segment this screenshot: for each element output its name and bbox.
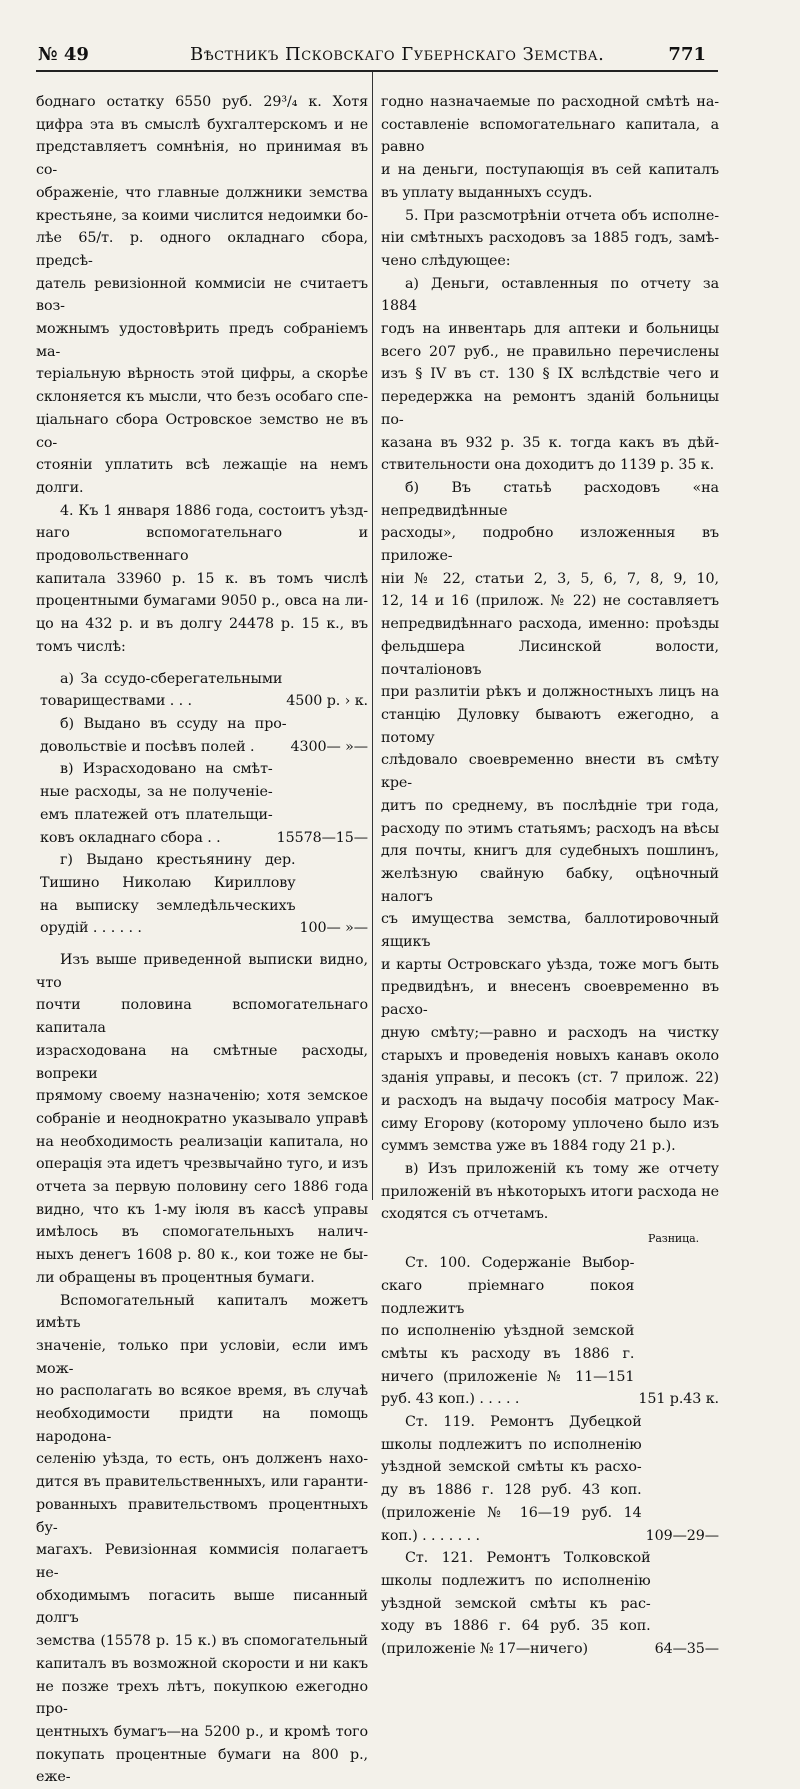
text-line: годно назначаемые по расходной смѣтѣ на-: [381, 94, 719, 110]
column-divider: [372, 72, 373, 1200]
text-line: можнымъ удостовѣрить предъ собраніемъ ма-: [36, 321, 368, 360]
text-line: а) Деньги, оставленныя по отчету за 1884: [381, 275, 719, 315]
text-line: датель ревизіонной коммисіи не считаетъ воз-: [36, 275, 368, 315]
text-line: чено слѣдующее:: [381, 252, 511, 269]
text-line: довольствіе и посѣвъ полей .: [40, 738, 255, 755]
text-line: Ст. 121. Ремонтъ Толковской: [405, 1550, 651, 1567]
text-line: дную смѣту;—равно и расходъ на чистку: [381, 1024, 719, 1041]
paragraph: [36, 500, 368, 659]
paragraph: [36, 1290, 368, 1789]
ledger-item: [381, 1411, 719, 1547]
text-line: суммъ земства уже въ 1884 году 21 р.).: [381, 1138, 676, 1155]
text-line: Вспомогательный капиталъ можетъ имѣть: [36, 1292, 368, 1332]
text-line: при разлитіи рѣкъ и должностныхъ лицъ на: [381, 684, 719, 701]
text-line: Ст. 100. Содержаніе Выбор-: [405, 1255, 635, 1272]
text-line: годъ на инвентарь для аптеки и больницы: [381, 321, 719, 338]
text-line: отчета за первую половину сего 1886 года: [36, 1179, 368, 1196]
text-line: ные расходы, за не полученіе-: [40, 784, 273, 801]
text-line: слѣдовало своевременно внести въ смѣту кре-: [381, 752, 719, 792]
text-line: Ст. 119. Ремонтъ Дубецкой: [405, 1414, 642, 1431]
ledger-amount: 4300— »—: [290, 738, 368, 755]
text-line: зданія управы, и песокъ (ст. 7 прилож. 22): [381, 1070, 719, 1087]
text-line: наго вспомогательнаго и продовольственнаго: [36, 525, 368, 565]
text-line: селенію уѣзда, то есть, онъ долженъ нахо-: [36, 1451, 368, 1468]
text-line: операція эта идетъ чрезвычайно туго, и изъ: [36, 1156, 368, 1173]
text-line: но располагать во всякое время, въ случаѣ: [36, 1383, 368, 1400]
text-line: обходимымъ погасить выше писанный долгъ: [36, 1587, 368, 1627]
text-line: ображеніе, что главные должники земства: [36, 184, 368, 201]
text-line: и расходъ на выдачу пособія матросу Мак-: [381, 1092, 719, 1109]
text-line: необходимости придти на помощь народона-: [36, 1406, 368, 1445]
text-line: ничего (приложеніе № 11—151: [381, 1368, 635, 1385]
text-line: центныхъ бумагъ—на 5200 р., и кромѣ того: [36, 1723, 368, 1740]
text-line: уѣздной земской смѣты къ рас-: [381, 1595, 651, 1612]
text-line: цифра эта въ смыслѣ бухгалтерскомъ и не: [36, 116, 368, 133]
text-line: томъ числѣ:: [36, 638, 126, 655]
text-line: 4. Къ 1 января 1886 года, состоитъ уѣзд-: [60, 502, 368, 519]
text-line: (приложеніе № 16—19 руб. 14: [381, 1504, 642, 1521]
text-line: съ имущества земства, баллотировочный ящикъ: [381, 911, 719, 951]
left-column: [36, 91, 368, 1789]
text-line: земства (15578 р. 15 к.) въ спомогательный: [36, 1633, 368, 1650]
text-line: старыхъ и проведенія новыхъ канавъ около: [381, 1047, 719, 1064]
text-line: ныхъ денегъ 1608 р. 80 к., кои тоже не бы-: [36, 1247, 368, 1264]
text-line: на выписку земледѣльческихъ: [40, 897, 296, 914]
text-line: теріальную вѣрность этой цифры, а скорѣе: [36, 366, 368, 383]
text-line: непредвидѣннаго расхода, именно: проѣзды: [381, 616, 719, 633]
ledger-item-text: [36, 713, 287, 758]
paragraph: [381, 91, 719, 205]
text-line: боднаго остатку 6550 руб. 29³/₄ к. Хотя: [36, 94, 368, 110]
ledger-amount: 15578—15—: [276, 829, 368, 846]
text-line: а) За ссудо-сберегательными: [60, 670, 283, 687]
ledger-item: [381, 1252, 719, 1411]
ledger-item-text: [36, 758, 273, 849]
text-line: желѣзную свайную бабку, оцѣночный налогъ: [381, 865, 719, 905]
text-line: крестьяне, за коими числится недоимки бо-: [36, 207, 368, 224]
text-line: склоняется къ мысли, что безъ особаго спе-: [36, 389, 368, 406]
ledger-item-text: [381, 1547, 651, 1661]
ledger-item: [36, 758, 368, 849]
text-line: б) Выдано въ ссуду на про-: [60, 715, 287, 732]
ledger-list: [381, 1252, 719, 1661]
text-line: приложеній въ нѣкоторыхъ итоги расхода не: [381, 1183, 719, 1200]
ledger-item-text: [36, 849, 296, 940]
text-line: симу Егорову (которому уплочено было изъ: [381, 1115, 719, 1132]
text-line: представляетъ сомнѣнія, но принимая въ со-: [36, 139, 368, 179]
issue-number: № 49: [38, 44, 89, 65]
paragraph: [36, 91, 368, 500]
text-line: процентными бумагами 9050 р., овса на ли-: [36, 593, 368, 610]
text-line: ходу въ 1886 г. 64 руб. 35 коп.: [381, 1618, 651, 1635]
text-line: почти половина вспомогательнаго капитала: [36, 997, 368, 1037]
text-line: ніи № 22, статьи 2, 3, 5, 6, 7, 8, 9, 10,: [381, 570, 719, 587]
text-line: стояніи уплатить всѣ лежащіе на немъ долги.: [36, 457, 368, 496]
text-line: цо на 432 р. и въ долгу 24478 р. 15 к., въ: [36, 616, 368, 633]
paragraph: [381, 273, 719, 477]
text-line: ціальнаго сбора Островское земство не въ со-: [36, 411, 368, 451]
text-line: имѣлось въ спомогательныхъ налич-: [36, 1224, 368, 1241]
text-line: ли обращены въ процентныя бумаги.: [36, 1269, 315, 1286]
ledger-item-text: [36, 668, 282, 713]
text-line: капиталъ въ возможной скорости и ни какъ: [36, 1655, 368, 1672]
text-line: дится въ правительственныхъ, или гаранти-: [36, 1474, 368, 1491]
text-line: товариществами . . .: [40, 693, 192, 710]
right-column: [381, 91, 719, 1661]
paragraph: [381, 477, 719, 1158]
text-line: скаго пріемнаго покоя подлежитъ: [381, 1277, 635, 1317]
text-line: покупать процентные бумаги на 800 р., еже-: [36, 1746, 368, 1786]
text-line: фельдшера Лисинской волости, почталіоновъ: [381, 638, 719, 678]
text-line: Тишино Николаю Кириллову: [40, 874, 296, 891]
text-line: (приложеніе № 17—ничего): [381, 1641, 589, 1658]
ledger-amount: 151 р.43 к.: [638, 1391, 719, 1408]
text-line: 5. При разсмотрѣніи отчета объ исполне-: [405, 207, 719, 224]
text-line: емъ платежей отъ плательщи-: [40, 806, 273, 823]
text-line: дитъ по среднему, въ послѣдніе три года,: [381, 797, 719, 814]
text-line: 12, 14 и 16 (прилож. № 22) не составляетъ: [381, 593, 719, 610]
text-line: на необходимость реализаціи капитала, но: [36, 1133, 368, 1150]
paragraph: [36, 949, 368, 1290]
journal-title: Вѣстникъ Псковскаго Губернскаго Земства.: [190, 44, 605, 65]
text-line: станцію Дуловку бываютъ ежегодно, а потому: [381, 706, 719, 746]
text-line: ніи смѣтныхъ расходовъ за 1885 годъ, замѣ-: [381, 230, 719, 247]
text-line: руб. 43 коп.) . . . . .: [381, 1391, 520, 1408]
page-header: [38, 44, 706, 70]
header-rule: [36, 70, 718, 72]
text-line: лѣе 65/т. р. одного окладнаго сбора, предсѣ-: [36, 230, 368, 269]
text-line: передержка на ремонтъ зданій больницы по-: [381, 389, 719, 428]
ledger-item: [36, 713, 368, 758]
text-line: казана въ 932 р. 35 к. тогда какъ въ дѣй-: [381, 434, 719, 451]
text-line: предвидѣнъ, и внесенъ своевременно въ расхо-: [381, 979, 719, 1019]
text-line: школы подлежитъ по исполненію: [381, 1436, 642, 1453]
difference-label: Разница.: [648, 1232, 699, 1246]
text-line: для почты, книгъ для судебныхъ пошлинъ,: [381, 843, 719, 860]
ledger-item-text: [381, 1252, 634, 1411]
text-line: г) Выдано крестьянину дер.: [60, 852, 296, 869]
text-line: собраніе и неоднократно указывало управѣ: [36, 1110, 368, 1127]
text-line: б) Въ статьѣ расходовъ «на непредвидѣнные: [381, 479, 719, 519]
text-line: сходятся съ отчетамъ.: [381, 1206, 549, 1223]
text-line: составленіе вспомогательнаго капитала, а равно: [381, 116, 719, 156]
text-line: школы подлежитъ по исполненію: [381, 1573, 651, 1589]
text-line: видно, что къ 1-му іюля въ кассѣ управы: [36, 1201, 368, 1218]
text-line: Изъ выше приведенной выписки видно, что: [36, 952, 368, 991]
text-line: орудій . . . . . .: [40, 920, 142, 937]
text-line: в) Израсходовано на смѣт-: [60, 761, 273, 778]
text-line: магахъ. Ревизіонная коммисія полагаетъ не-: [36, 1542, 368, 1581]
text-line: значеніе, только при условіи, если имъ мож-: [36, 1337, 368, 1377]
paragraph: [381, 205, 719, 273]
text-line: рованныхъ правительствомъ процентныхъ бу-: [36, 1496, 368, 1536]
text-line: прямому своему назначенію; хотя земское: [36, 1088, 368, 1105]
text-line: капитала 33960 р. 15 к. въ томъ числѣ: [36, 570, 368, 587]
text-line: расходы», подробно изложенныя въ приложе-: [381, 525, 719, 565]
text-line: въ уплату выданныхъ ссудъ.: [381, 184, 593, 201]
text-line: смѣты къ расходу въ 1886 г.: [381, 1345, 635, 1362]
ledger-list: [36, 668, 368, 940]
page-number: 771: [668, 44, 706, 65]
ledger-amount: 4500 р. › к.: [286, 693, 368, 710]
text-line: в) Изъ приложеній къ тому же отчету: [405, 1161, 719, 1178]
text-line: по исполненію уѣздной земской: [381, 1323, 635, 1340]
paragraph: [381, 1158, 719, 1226]
text-line: ду въ 1886 г. 128 руб. 43 коп.: [381, 1482, 642, 1499]
text-line: расходу по этимъ статьямъ; расходъ на вѣсы: [381, 820, 719, 837]
ledger-item: [36, 849, 368, 940]
text-line: не позже трехъ лѣтъ, покупкою ежегодно про-: [36, 1678, 368, 1718]
text-line: всего 207 руб., не правильно перечислены: [381, 343, 719, 360]
text-line: уѣздной земской смѣты къ расхо-: [381, 1459, 642, 1476]
ledger-amount: 109—29—: [645, 1527, 719, 1544]
ledger-item: [36, 668, 368, 713]
text-line: изъ § IV въ ст. 130 § IX вслѣдствіе чего и: [381, 366, 719, 383]
text-line: и на деньги, поступающія въ сей капиталъ: [381, 162, 719, 179]
ledger-amount: 64—35—: [654, 1641, 719, 1658]
text-line: и карты Островскаго уѣзда, тоже могъ быть: [381, 956, 719, 973]
text-line: ковъ окладнаго сбора . .: [40, 829, 221, 846]
text-line: израсходована на смѣтные расходы, вопреки: [36, 1042, 368, 1082]
text-line: ствительности она доходитъ до 1139 р. 35 к.: [381, 457, 715, 474]
text-line: коп.) . . . . . . .: [381, 1527, 480, 1544]
ledger-amount: 100— »—: [299, 920, 368, 937]
ledger-item: [381, 1547, 719, 1661]
ledger-item-text: [381, 1411, 642, 1547]
